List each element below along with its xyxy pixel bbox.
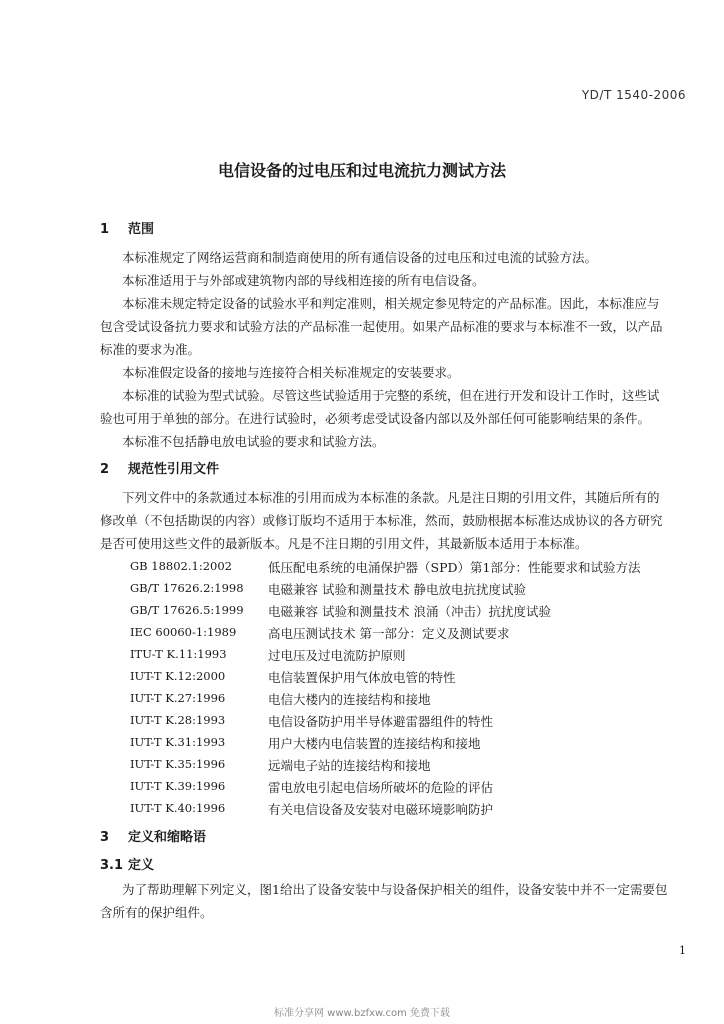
reference-code: IUT-T K.35:1996 xyxy=(130,757,226,771)
document-title: 电信设备的过电压和过电流抗力测试方法 xyxy=(217,161,506,180)
reference-title: 过电压及过电流防护原则 xyxy=(268,648,406,663)
section-1-heading xyxy=(100,218,154,237)
section-number: 1 xyxy=(100,222,110,237)
paragraph-line: 本标准的试验为型式试验。尽管这些试验适用于完整的系统，但在进行开发和设计工作时，这些试 xyxy=(122,388,660,403)
paragraph-line: 本标准适用于与外部或建筑物内部的导线相连接的所有电信设备。 xyxy=(122,273,485,288)
reference-code: IUT-T K.27:1996 xyxy=(130,691,226,705)
reference-title: 雷电放电引起电信场所破坏的危险的评估 xyxy=(268,780,494,795)
section-2-heading xyxy=(100,458,219,477)
reference-code: IUT-T K.39:1996 xyxy=(130,779,226,793)
paragraph-line: 本标准未规定特定设备的试验水平和判定准则，相关规定参见特定的产品标准。因此，本标准应与 xyxy=(122,296,660,311)
section-3-heading xyxy=(100,826,206,845)
subsection-number: 3.1 xyxy=(100,858,124,873)
reference-title: 低压配电系统的电涌保护器（SPD）第1部分：性能要求和试验方法 xyxy=(268,560,641,575)
paragraph-line: 本标准不包括静电放电试验的要求和试验方法。 xyxy=(122,434,385,449)
reference-title: 电信设备防护用半导体避雷器组件的特性 xyxy=(268,714,494,729)
reference-code: IUT-T K.28:1993 xyxy=(130,713,226,727)
reference-title: 电磁兼容 试验和测量技术 静电放电抗扰度试验 xyxy=(268,582,526,597)
paragraph-line: 标准的要求为准。 xyxy=(100,342,201,357)
subsection-3-1-heading xyxy=(100,854,154,873)
reference-code: IUT-T K.31:1993 xyxy=(130,735,226,749)
standard-number: YD/T 1540-2006 xyxy=(581,88,686,102)
section-title: 范围 xyxy=(128,222,155,237)
reference-title: 高电压测试技术 第一部分：定义及测试要求 xyxy=(268,626,510,641)
section-title: 规范性引用文件 xyxy=(128,462,220,477)
reference-code: IUT-T K.12:2000 xyxy=(130,669,226,683)
paragraph-line: 为了帮助理解下列定义，图1给出了设备安装中与设备保护相关的组件，设备安装中并不一定需要包 xyxy=(122,882,668,897)
section-number: 3 xyxy=(100,830,110,845)
reference-title: 电磁兼容 试验和测量技术 浪涌（冲击）抗扰度试验 xyxy=(268,604,551,619)
reference-title: 远端电子站的连接结构和接地 xyxy=(268,758,431,773)
reference-title: 用户大楼内电信装置的连接结构和接地 xyxy=(268,736,481,751)
section-title: 定义和缩略语 xyxy=(128,830,207,845)
footer-watermark: 标准分享网 www.bzfxw.com 免费下载 xyxy=(274,1008,450,1019)
paragraph-line: 是否可使用这些文件的最新版本。凡是不注日期的引用文件，其最新版本适用于本标准。 xyxy=(100,536,588,551)
reference-title: 电信大楼内的连接结构和接地 xyxy=(268,692,431,707)
reference-code: ITU-T K.11:1993 xyxy=(130,647,227,661)
paragraph-line: 下列文件中的条款通过本标准的引用而成为本标准的条款。凡是注日期的引用文件，其随后所有的 xyxy=(122,490,660,505)
reference-title: 电信装置保护用气体放电管的特性 xyxy=(268,670,456,685)
reference-code: GB/T 17626.2:1998 xyxy=(130,581,244,595)
paragraph-line: 验也可用于单独的部分。在进行试验时，必须考虑受试设备内部以及外部任何可能影响结果的条件。 xyxy=(100,411,651,426)
paragraph-line: 修改单（不包括勘误的内容）或修订版均不适用于本标准，然而，鼓励根据本标准达成协议的各方研究 xyxy=(100,513,663,528)
paragraph-line: 本标准假定设备的接地与连接符合相关标准规定的安装要求。 xyxy=(122,365,460,380)
paragraph-line: 含所有的保护组件。 xyxy=(100,905,213,920)
reference-code: GB 18802.1:2002 xyxy=(130,559,232,573)
reference-title: 有关电信设备及安装对电磁环境影响防护 xyxy=(268,802,494,817)
page-number: 1 xyxy=(679,944,686,957)
paragraph-line: 包含受试设备抗力要求和试验方法的产品标准一起使用。如果产品标准的要求与本标准不一致，以产品 xyxy=(100,319,663,334)
reference-code: IUT-T K.40:1996 xyxy=(130,801,226,815)
subsection-title: 定义 xyxy=(128,858,155,873)
reference-code: GB/T 17626.5:1999 xyxy=(130,603,244,617)
reference-code: IEC 60060-1:1989 xyxy=(130,625,237,639)
section-number: 2 xyxy=(100,462,110,477)
paragraph-line: 本标准规定了网络运营商和制造商使用的所有通信设备的过电压和过电流的试验方法。 xyxy=(122,250,598,265)
